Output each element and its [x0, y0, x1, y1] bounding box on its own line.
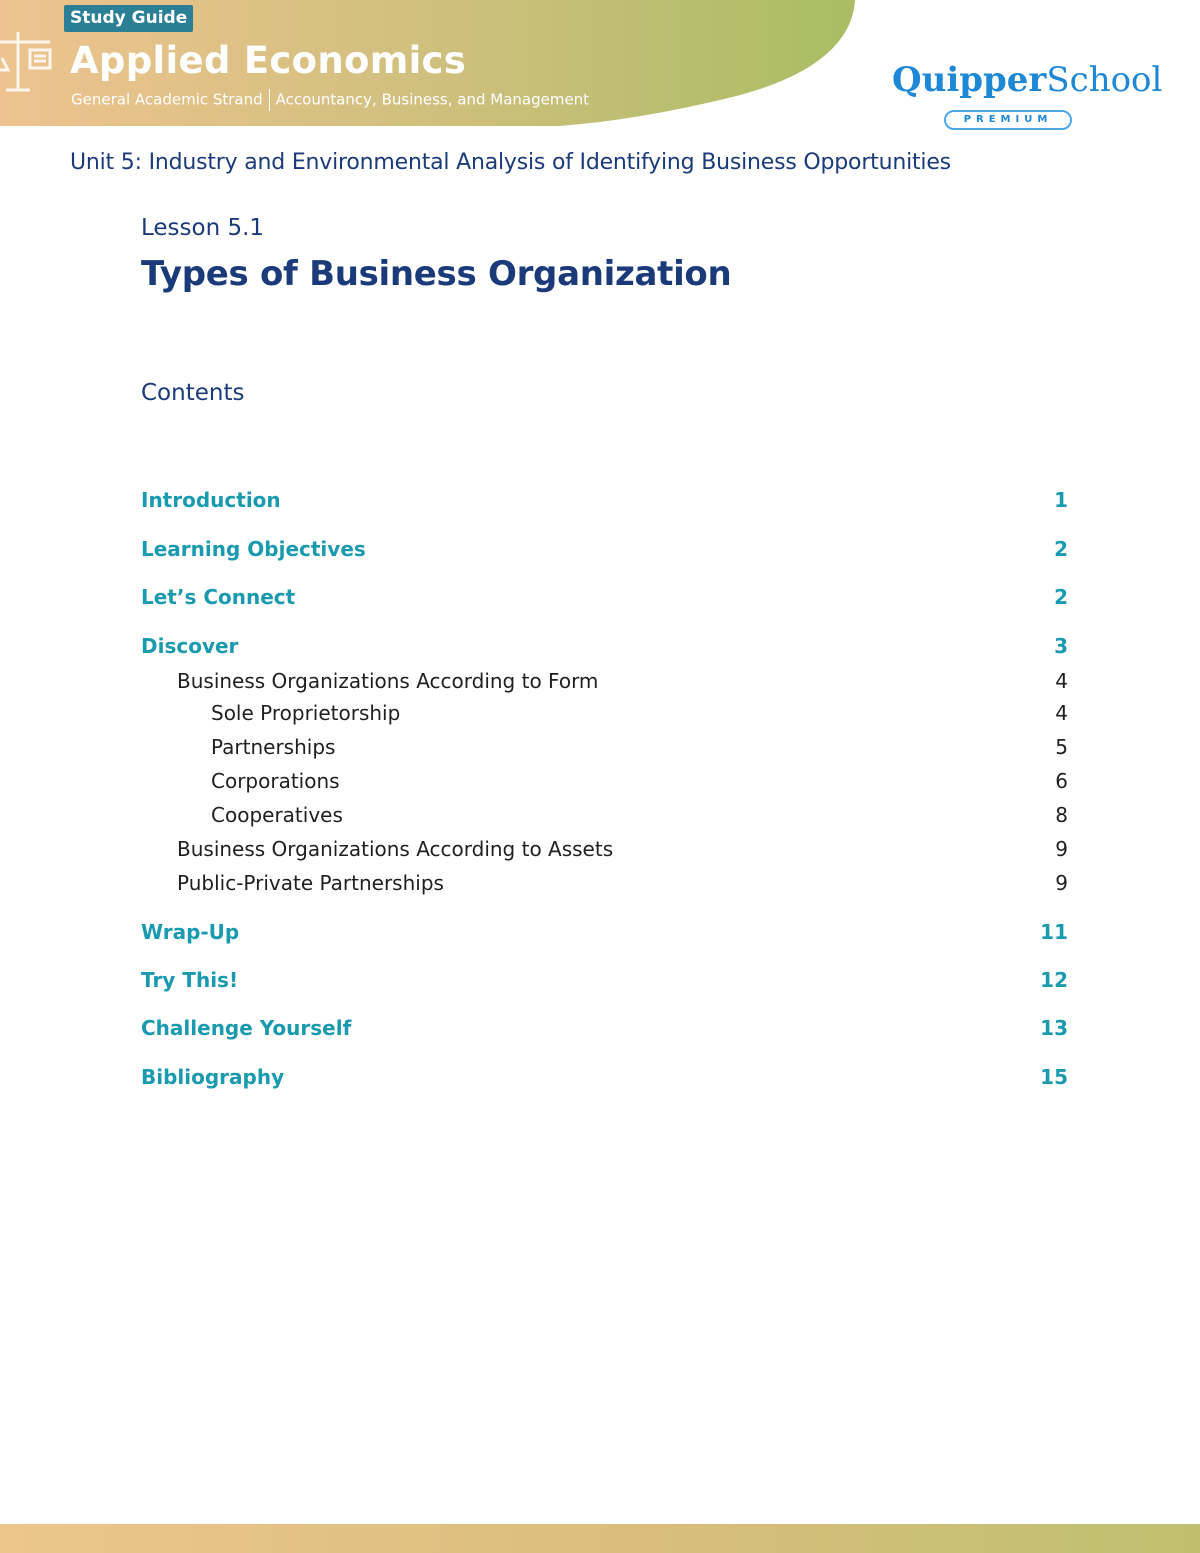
toc-item-corporations[interactable]: Corporations 6: [211, 769, 1068, 793]
study-guide-badge: Study Guide: [64, 5, 193, 32]
quipper-school-logo: QuipperSchool: [892, 60, 1163, 100]
toc-page-number: 5: [1055, 735, 1068, 759]
toc-item-according-to-assets[interactable]: Business Organizations According to Assets 9: [177, 837, 1068, 861]
lesson-number: Lesson 5.1: [141, 215, 265, 241]
toc-page-number: 4: [1055, 701, 1068, 725]
toc-item-cooperatives[interactable]: Cooperatives 8: [211, 803, 1068, 827]
separator: [269, 89, 270, 111]
toc-item-wrap-up[interactable]: Wrap-Up 11: [141, 920, 1068, 944]
premium-badge: PREMIUM: [944, 110, 1072, 130]
toc-page-number: 12: [1040, 968, 1068, 992]
balance-scale-icon: [0, 28, 56, 98]
toc-page-number: 9: [1055, 871, 1068, 895]
toc-item-partnerships[interactable]: Partnerships 5: [211, 735, 1068, 759]
unit-heading: Unit 5: Industry and Environmental Analysis of Identifying Business Opportunities: [70, 150, 951, 175]
strand-label: General Academic Strand: [71, 90, 263, 109]
footer-bar: [0, 1524, 1200, 1553]
subject-title: Applied Economics: [70, 39, 467, 82]
toc-page-number: 2: [1054, 537, 1068, 561]
toc-item-bibliography[interactable]: Bibliography 15: [141, 1065, 1068, 1089]
toc-page-number: 2: [1054, 585, 1068, 609]
toc-item-learning-objectives[interactable]: Learning Objectives 2: [141, 537, 1068, 561]
toc-item-according-to-form[interactable]: Business Organizations According to Form 4: [177, 669, 1068, 693]
header-banner: [0, 0, 1200, 135]
toc-item-discover[interactable]: Discover 3: [141, 634, 1068, 658]
track-label: Accountancy, Business, and Management: [275, 90, 590, 109]
toc-page-number: 11: [1040, 920, 1068, 944]
lesson-title: Types of Business Organization: [141, 254, 732, 294]
toc-item-try-this[interactable]: Try This! 12: [141, 968, 1068, 992]
toc-page-number: 6: [1055, 769, 1068, 793]
toc-item-lets-connect[interactable]: Let’s Connect 2: [141, 585, 1068, 609]
toc-page-number: 1: [1054, 488, 1068, 512]
toc-item-challenge-yourself[interactable]: Challenge Yourself 13: [141, 1016, 1068, 1040]
strand-line: [71, 89, 589, 111]
toc-item-public-private-partnerships[interactable]: Public-Private Partnerships 9: [177, 871, 1068, 895]
toc-page-number: 4: [1055, 669, 1068, 693]
toc-item-sole-proprietorship[interactable]: Sole Proprietorship 4: [211, 701, 1068, 725]
contents-heading: Contents: [141, 380, 245, 406]
toc-page-number: 3: [1054, 634, 1068, 658]
toc-item-introduction[interactable]: Introduction 1: [141, 488, 1068, 512]
toc-page-number: 9: [1055, 837, 1068, 861]
toc-page-number: 8: [1055, 803, 1068, 827]
toc-page-number: 13: [1040, 1016, 1068, 1040]
toc-page-number: 15: [1040, 1065, 1068, 1089]
